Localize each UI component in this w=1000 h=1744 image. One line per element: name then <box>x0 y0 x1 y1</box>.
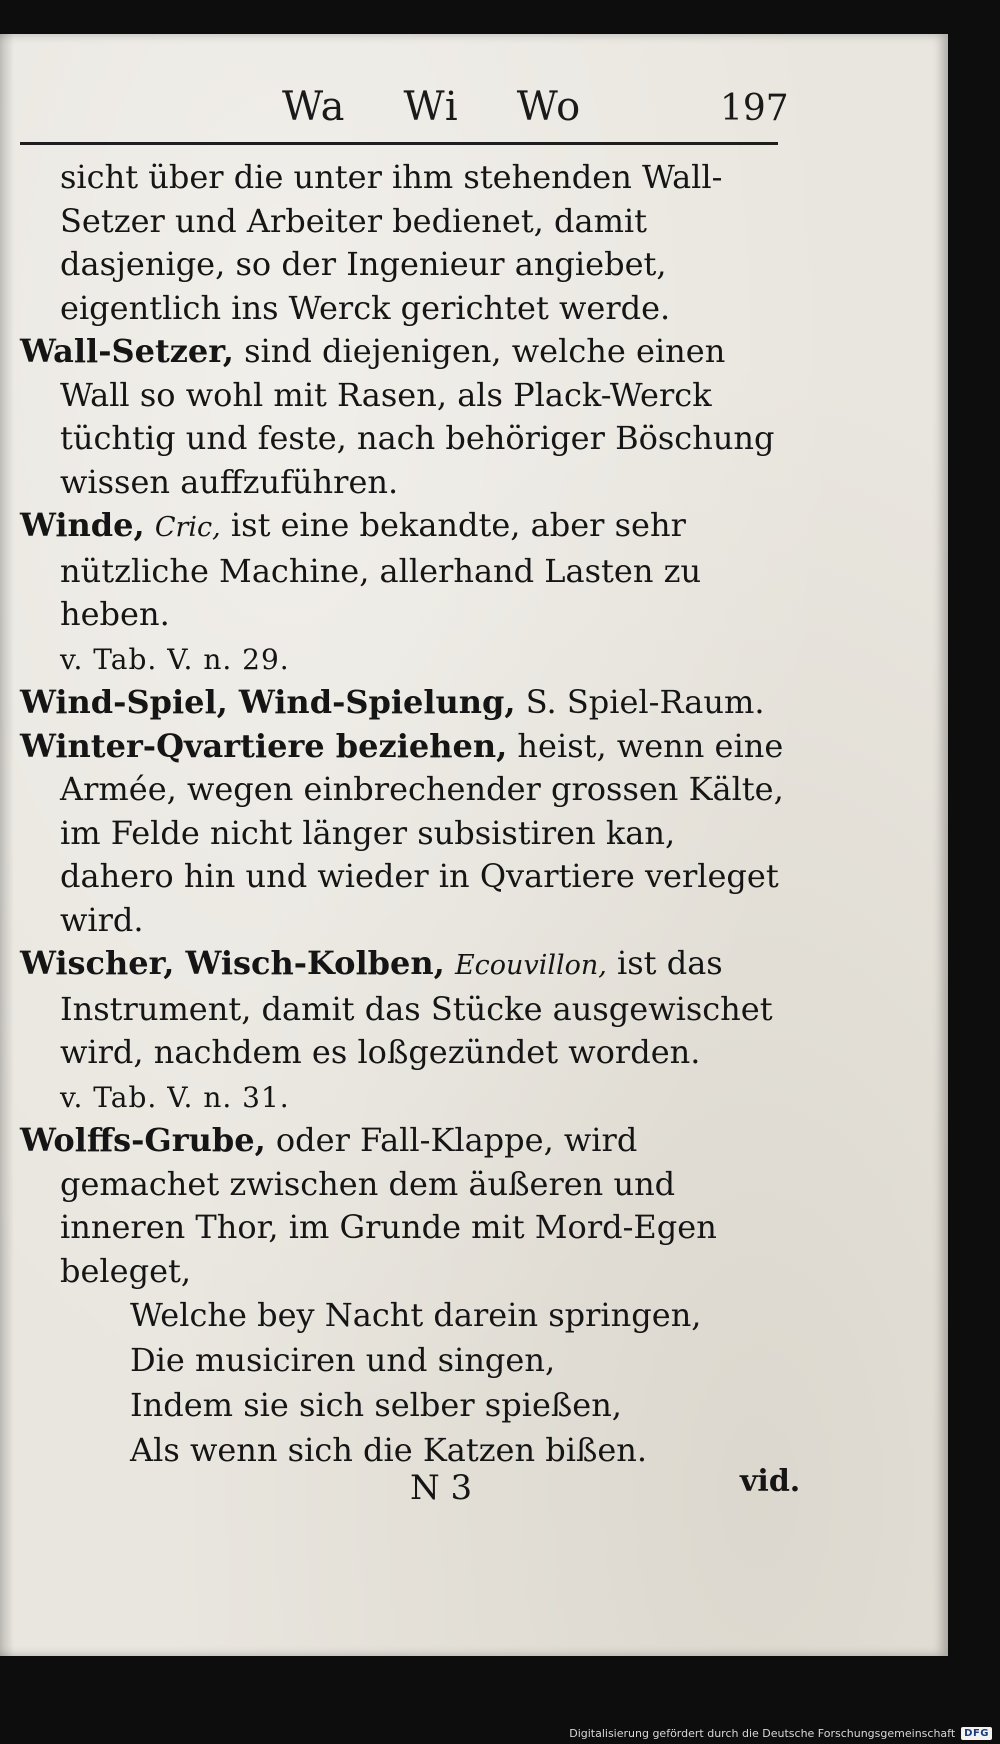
entry-french-term: Cric, <box>154 512 221 543</box>
running-head-keywords <box>282 84 581 130</box>
plate-reference: v. Tab. V. n. 31. <box>60 1080 290 1114</box>
running-head-key: Wi <box>403 84 459 130</box>
dfg-logo: DFG <box>961 1727 992 1740</box>
entry-winter-qvartiere <box>20 725 790 943</box>
entry-lemma: Wischer, Wisch-Kolben, <box>20 944 445 982</box>
entry-text: S. Spiel-Raum. <box>515 683 765 721</box>
plate-reference: v. Tab. V. n. 29. <box>60 642 290 676</box>
entry-text: sind diejenigen, welche einen Wall so wohl mit Rasen, als Plack-Werck tüchtig und feste, nach behöriger Böschung wissen auffzuführen. <box>60 332 775 501</box>
entry-lemma: Wolffs-Grube, <box>20 1121 266 1159</box>
signature-mark: N 3 <box>410 1468 473 1508</box>
entry-wischer <box>20 942 790 1119</box>
entry-text: oder Fall-Klappe, wird gemachet zwischen dem äußeren und inneren Thor, im Grunde mit Mord-Egen beleget, <box>60 1121 717 1290</box>
running-head-key: Wo <box>516 84 582 130</box>
page-number: 197 <box>720 88 789 129</box>
verse-block <box>20 1293 790 1473</box>
entry-wolffs-grube <box>20 1119 790 1293</box>
dictionary-text <box>20 156 790 1473</box>
verse-line: Indem sie sich selber spießen, <box>130 1386 622 1424</box>
running-head <box>20 78 789 138</box>
header-rule <box>20 142 778 145</box>
entry-lemma: Winter-Qvartiere beziehen, <box>20 726 508 765</box>
entry-wind-spiel <box>20 681 790 725</box>
digitization-credit <box>569 1727 992 1740</box>
verse-line: Welche bey Nacht darein springen, <box>130 1296 702 1334</box>
entry-text: ist das Instrument, damit das Stücke ausgewischet wird, nachdem es loßgezündet worden. <box>60 944 773 1071</box>
entry-winde <box>20 504 790 681</box>
running-head-key: Wa <box>282 84 346 130</box>
entry-french-term: Ecouvillon, <box>454 950 607 981</box>
verse-line: Als wenn sich die Katzen bißen. <box>130 1431 648 1469</box>
catchword: vid. <box>740 1464 801 1499</box>
entry-lemma: Wall-Setzer, <box>20 332 234 370</box>
page-footer <box>20 1460 800 1520</box>
entry-text: heist, wenn eine Armée, wegen einbrechender grossen Kälte, im Felde nicht länger subsistiren kan, dahero hin und wieder in Qvartiere verleget wird. <box>60 726 784 939</box>
entry-continuation <box>20 156 790 330</box>
entry-lemma: Wind-Spiel, Wind-Spielung, <box>20 683 516 721</box>
entry-lemma: Winde, <box>20 506 145 544</box>
page-gutter <box>0 34 14 1656</box>
entry-text: sicht über die unter ihm stehenden Wall-Setzer und Arbeiter bedienet, damit dasjenige, so der Ingenieur angiebet, eigentlich ins Werck gerichtet werde. <box>60 158 723 327</box>
entry-text: ist eine bekandte, aber sehr nützliche Machine, allerhand Lasten zu heben. <box>60 506 702 633</box>
entry-wall-setzer <box>20 330 790 504</box>
verse-line: Die musiciren und singen, <box>130 1341 556 1379</box>
credit-text: Digitalisierung gefördert durch die Deutsche Forschungsgemeinschaft <box>569 1727 956 1740</box>
